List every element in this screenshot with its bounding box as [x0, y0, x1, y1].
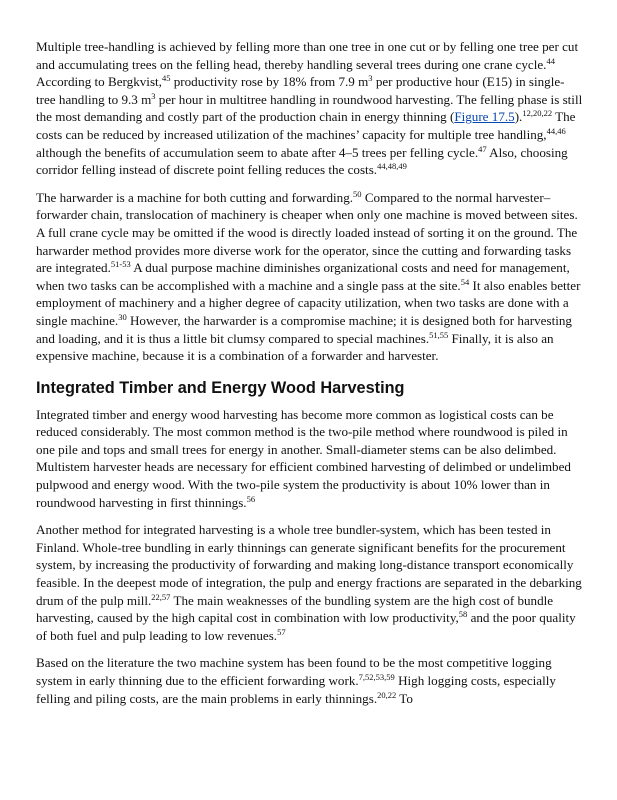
text-run: The costs can be reduced by increased utilization of the machines’ capacity for multiple tree handling,	[36, 109, 576, 142]
citation: 56	[246, 493, 256, 504]
text-run: A dual purpose machine diminishes organizational costs and need for management, when two tasks can be accomplished with a machine and a single pass at the site.	[36, 260, 570, 293]
citation: 12,20,22	[522, 108, 553, 119]
citation: 51,55	[429, 329, 449, 340]
citation: 57	[277, 626, 286, 637]
paragraph-bundler-system	[36, 521, 584, 644]
document-page	[36, 38, 584, 717]
paragraph-harwarder	[36, 189, 584, 365]
unit-superscript: 3	[151, 90, 156, 101]
text-run: Based on the literature the two machine system has been found to be the most competitive logging system in early thinning due to the efficient forwarding work.	[36, 655, 552, 688]
citation: 58	[458, 609, 468, 620]
citation: 44,46	[546, 125, 566, 136]
text-run: The harwarder is a machine for both cutting and forwarding.	[36, 189, 354, 205]
section-heading: Integrated Timber and Energy Wood Harvesting	[36, 378, 405, 397]
text-run: ).	[514, 109, 523, 125]
paragraph-integrated-harvesting	[36, 406, 584, 512]
citation: 51-53	[110, 259, 131, 270]
figure-link[interactable]: Figure 17.5	[454, 109, 515, 125]
text-run: Also, choosing corridor felling instead of discrete point felling reduces the costs.	[36, 144, 568, 178]
text-run: per hour in multitree handling in roundwood harvesting. The felling phase is still the most demanding and costly part of the production chain in energy thinning (	[36, 91, 583, 125]
text-run: However, the harwarder is a compromise machine; it is designed both for harvesting and loading, and it is thus a little bit clumsy compared to special machines.	[36, 312, 572, 346]
text-run: It also enables better employment of machinery and a higher degree of capacity utilization, when two tasks are done with a single machine.	[36, 277, 581, 328]
citation: 54	[460, 276, 470, 287]
citation: 20,22	[377, 689, 397, 700]
citation: 45	[161, 73, 171, 84]
text-run: Multiple tree-handling is achieved by felling more than one tree in one cut or by felling one tree per cut and accumulating trees on the felling head, thereby handling several trees during one crane cycle.	[36, 39, 579, 72]
text-run: Integrated timber and energy wood harvesting has become more common as logistical costs can be reduced considerably. The most common method is the two-pile method where roundwood is piled in one pile and tops and small trees for energy in another. Small-diameter stems can be also delimbed. Multistem harvester heads are necessary for efficient combined harvesting of delimbed or undelimbed pulpwood and energy wood. With the two-pile system the productivity is about 10% lower than in roundwood harvesting in first thinnings.	[36, 406, 571, 510]
text-run: The main weaknesses of the bundling system are the high cost of bundle harvesting, caused by the high capital cost in combination with low productivity,	[36, 592, 554, 626]
text-run: Compared to the normal harvester–forwarder chain, translocation of machinery is cheaper when only one machine is moved between sites. A full crane cycle may be omitted if the wood is directly loaded instead of sorting it on the ground. The harwarder method provides more diverse work for the operator, since the cutting and forwarding tasks are integrated.	[36, 189, 578, 276]
citation: 22,57	[151, 591, 171, 602]
paragraph-multiple-tree-handling	[36, 38, 584, 179]
text-run: per productive hour (E15) in single-tree handling to 9.3 m	[36, 74, 565, 107]
text-run: and the poor quality of both fuel and pulp leading to low revenues.	[36, 610, 576, 643]
citation: 47	[478, 143, 487, 154]
citation: 44	[546, 55, 555, 66]
text-run: According to Bergkvist,	[36, 74, 162, 90]
text-run: productivity rose by 18% from 7.9 m	[170, 74, 369, 90]
text-run: although the benefits of accumulation seem to abate after 4–5 trees per felling cycle.	[36, 144, 479, 160]
citation: 7,52,53,59	[358, 672, 395, 682]
citation: 44,48,49	[377, 161, 407, 172]
unit-superscript: 3	[368, 73, 373, 84]
text-run: Finally, it is also an expensive machine, because it is a combination of a forwarder and harvester.	[36, 330, 554, 364]
citation: 50	[353, 188, 362, 199]
text-run: To	[396, 690, 413, 706]
text-run: Another method for integrated harvesting is a whole tree bundler-system, which has been tested in Finland. Whole-tree bundling in early thinnings can generate significant benefits for the procurement system, by increasing the productivity of forwarding and making long-distance transport economically feasible. In the deepest mode of integration, the pulp and energy fractions are separated in the debarking drum of the pulp mill.	[36, 522, 582, 608]
paragraph-two-machine-system	[36, 654, 584, 707]
text-run: High logging costs, especially felling and piling costs, are the main problems in early thinnings.	[36, 673, 556, 706]
citation: 30	[118, 311, 127, 322]
